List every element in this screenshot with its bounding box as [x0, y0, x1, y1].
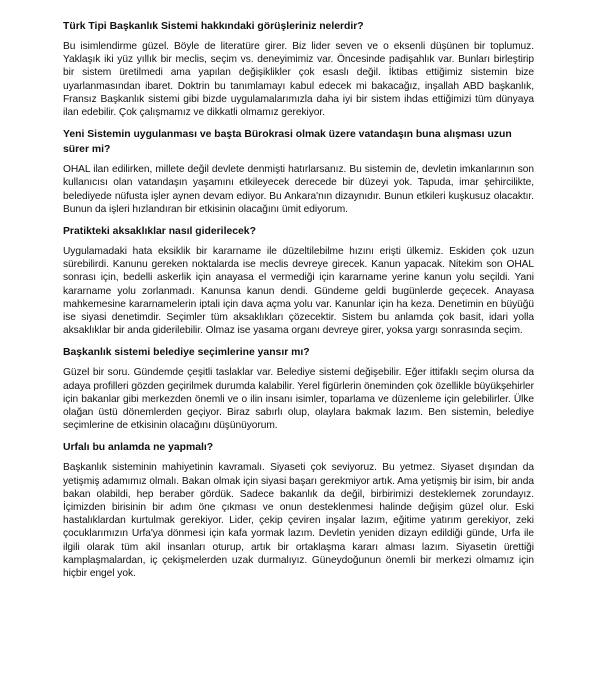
answer-paragraph: Uygulamadaki hata eksiklik bir kararname ile düzeltilebilme hızını erişti ülkemiz. Eskiden çok uzun sürebilirdi. Kanunu gereken noktalarda ise meclis devreye girecek. Kanun yapacak. Nitekim son OHAL sonrası için, bedelli askerlik için anayasa el vermediği için kararname yerine kanun yolu seçildi. Yani kararname yolu zorlanmadı. Kanunsa kanun dendi. Gündeme geldi bugünlerde geçecek. Anayasa mahkemesine kararnamelerin iptali için dava açma yolu var. Kanunlar için ha keza. Denetimin en büyüğü ise siyasi denetimdir. Seçimler tüm aksaklıkları çözecektir. Sistem bu anlamda çok basit, idari yolla aksaklıklar bir anda giderilebilir. Olmaz ise yasama organı devreye girer, yoksa yargı sonrasında seçim. — [63, 246, 534, 337]
qa-section-3 — [63, 224, 534, 337]
qa-section-4 — [63, 345, 534, 432]
answer-paragraph: OHAL ilan edilirken, millete değil devlete denmişti hatırlarsanız. Bu sistemin de, devletin imkanlarının son kullanıcısı olan vatandaşın yaşamını etkileyecek derecede bir düzeyi yok. Tapuda, imar şehircilikte, belediyede nüfusta işler aynen devam ediyor. Bu Ankara'nın dizaynıdır. Bunun etkileri kuşkusuz olacaktır. Bunun da işleri hızlandıran bir etkisinin olacağını ümit ediyorum. — [63, 164, 534, 215]
question-heading: Urfalı bu anlamda ne yapmalı? — [63, 442, 214, 454]
question-heading: Pratikteki aksaklıklar nasıl giderilecek? — [63, 226, 256, 238]
answer-paragraph: Güzel bir soru. Gündemde çeşitli taslaklar var. Belediye sistemi değişebilir. Eğer ittifaklı seçim olursa da adaya profilleri gözden geçirilmek durumda kalabilir. Yerel figürlerin öneminden çok özellikle büyükşehirler için bakanlar gibi merkezden önemli ve o ilin insanı isimler, toparlama ve düzenleme için gelebilirler. Ülke olağan üstü dönemlerden geçiyor. Biraz sabırlı olup, olaylara bakmak lazım. Ben sistemin, belediye seçimlerine de etkisinin olacağını düşünüyorum. — [63, 367, 534, 432]
qa-section-5 — [63, 440, 534, 580]
question-heading: Başkanlık sistemi belediye seçimlerine yansır mı? — [63, 347, 310, 359]
question-heading: Yeni Sistemin uygulanması ve başta Bürokrasi olmak üzere vatandaşın buna alışması uzun sürer mi? — [63, 129, 512, 156]
answer-paragraph: Başkanlık sisteminin mahiyetinin kavramalı. Siyaseti çok seviyoruz. Bu yetmez. Siyaset dışından da yetişmiş adamımız olmalı. Bakan olmak için siyasi başarı gerekmiyor artık. Ama yetişmiş bir isim, bir anda bakan olabildi, hep beraber gördük. Sadece bakanlık da değil, birbirimizi desteklemek zorundayız. İçimizden birisinin bir adım öne çıkması ve onun desteklenmesi halinde değişim güzel olur. Eski hastalıklardan kurtulmak gerekiyor. Lider, çekip çeviren inşalar lazım, eğitime yatırım gerekiyor, zeki çocuklarımızın Urfa'ya dönmesi için kafa yormak lazım. Devletin yeniden dizayn edildiği günde, Urfa ile ilgili olarak tüm akil insanları oturup, artık bir ortaklaşma kararı alması lazım. Siyasetin ürettiği kamplaşmalardan, iç çekişmelerden uzak durmalıyız. Güneydoğunun önemli bir merkezi olmamız için hiçbir engel yok. — [63, 462, 534, 580]
qa-section-2 — [63, 127, 534, 216]
qa-section-1 — [63, 19, 534, 119]
answer-paragraph: Bu isimlendirme güzel. Böyle de literatüre girer. Biz lider seven ve o eksenli düşünen bir toplumuz. Yaklaşık iki yüz yıllık bir meclis, seçim vs. deneyimimiz var. Öncesinde padişahlık var. Bunları birleştirip bir sistem üretilmedi ama yapılan değişiklikler çok esaslı değil. İktibas ettiğimiz sistemin bize uyarlanmasından ibaret. Doktrin bu tanımlamayı kabul edecek mi bakacağız, inşallah ABD başkanlık, Fransız Başkanlık sistemi gibi bizde uygulamalarımızla daha iyi bir sistem ihdas ettiğimizi tüm dünyaya ilan edebilir. Çok çalışmamız ve dikkatli olmamız gerekiyor. — [63, 41, 534, 119]
question-heading: Türk Tipi Başkanlık Sistemi hakkındaki görüşleriniz nelerdir? — [63, 21, 364, 32]
